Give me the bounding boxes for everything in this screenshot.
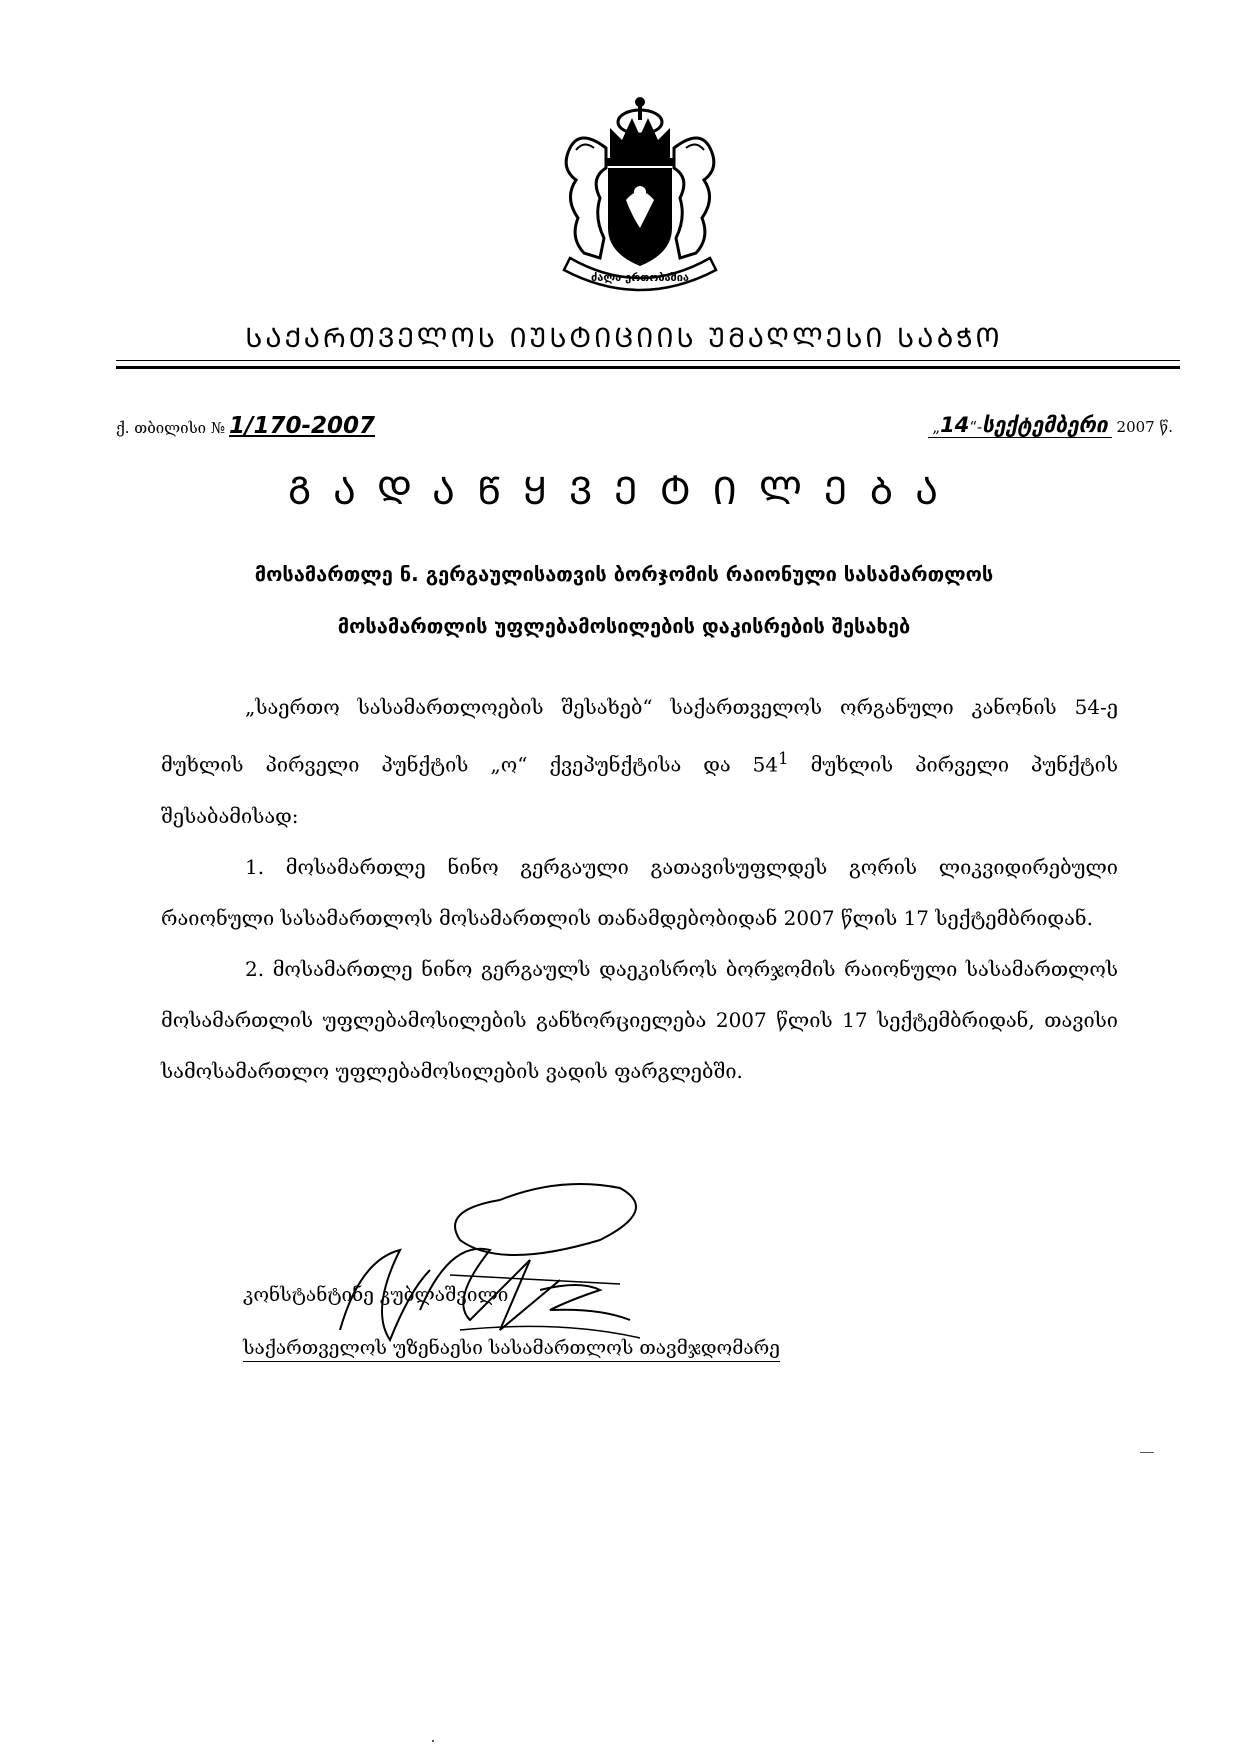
header-divider-thick: [116, 366, 1180, 369]
place-number-line: [116, 413, 375, 439]
preamble-paragraph: „საერთო სასამართლოების შესახებ“ საქართველოს ორგანული კანონის 54-ე მუხლის პირველი პუნქტის „ო“ ქვეპუნქტისა და $54^1$ მუხლის პირველი პუნქტის შესაბამისად:: [161, 695, 1118, 828]
handwritten-signature-icon: [300, 1180, 860, 1380]
subject-line-1: მოსამართლე ნ. გერგაულისათვის ბორჯომის რაიონული სასამართლოს: [254, 562, 994, 586]
date-year: 2007: [1116, 418, 1155, 436]
item-1: 1. მოსამართლე ნინო გერგაული გათავისუფლდეს გორის ლიკვიდირებული რაიონული სასამართლოს მოსამართლის თანამდებობიდან 2007 წლის 17 სექტემბრიდან.: [161, 854, 1118, 930]
item-2: 2. მოსამართლე ნინო გერგაულს დაეკისროს ბორჯომის რაიონული სასამართლოს მოსამართლის უფლებამოსილების განხორციელება 2007 წლის 17 სექტემბრიდან, თავისი სამოსამართლო უფლებამოსილების ვადის ფარგლებში.: [161, 956, 1118, 1083]
date-day: 14: [940, 413, 970, 437]
decree-date: „14“-სექტემბერი 2007 წ.: [928, 413, 1173, 438]
date-suffix: წ.: [1159, 418, 1173, 436]
signatory-name: კონსტანტინე კუბლაშვილი: [243, 1284, 509, 1306]
place-label: ქ. თბილისი №: [116, 419, 226, 437]
emblem-motto: ძალა ერთობაშია: [591, 271, 689, 284]
institution-name: ᲡᲐᲥᲐᲠᲗᲕᲔᲚᲝᲡ ᲘᲣᲡᲢᲘᲪᲘᲘᲡ ᲣᲛᲐᲦᲚᲔᲡᲘ ᲡᲐᲑᲭᲝ: [245, 323, 1003, 354]
scan-mark: [1140, 1452, 1154, 1453]
decree-body: [161, 682, 1118, 1097]
decree-subject: [150, 548, 1098, 652]
scan-mark: [432, 1740, 434, 1742]
signatory-role: საქართველოს უზენაესი სასამართლოს თავმჯდომარე: [243, 1337, 780, 1362]
document-title: ᲒᲐᲓᲐᲬᲧᲕᲔᲢᲘᲚᲔᲑᲐ: [287, 469, 961, 513]
superscript: 1: [778, 749, 789, 768]
date-month: სექტემბერი: [982, 413, 1108, 437]
decree-number: 1/170-2007: [229, 413, 376, 439]
coat-of-arms-icon: [540, 88, 740, 293]
subject-line-2: მოსამართლის უფლებამოსილების დაკისრების შესახებ: [337, 614, 911, 638]
header-divider-thin: [116, 360, 1180, 361]
